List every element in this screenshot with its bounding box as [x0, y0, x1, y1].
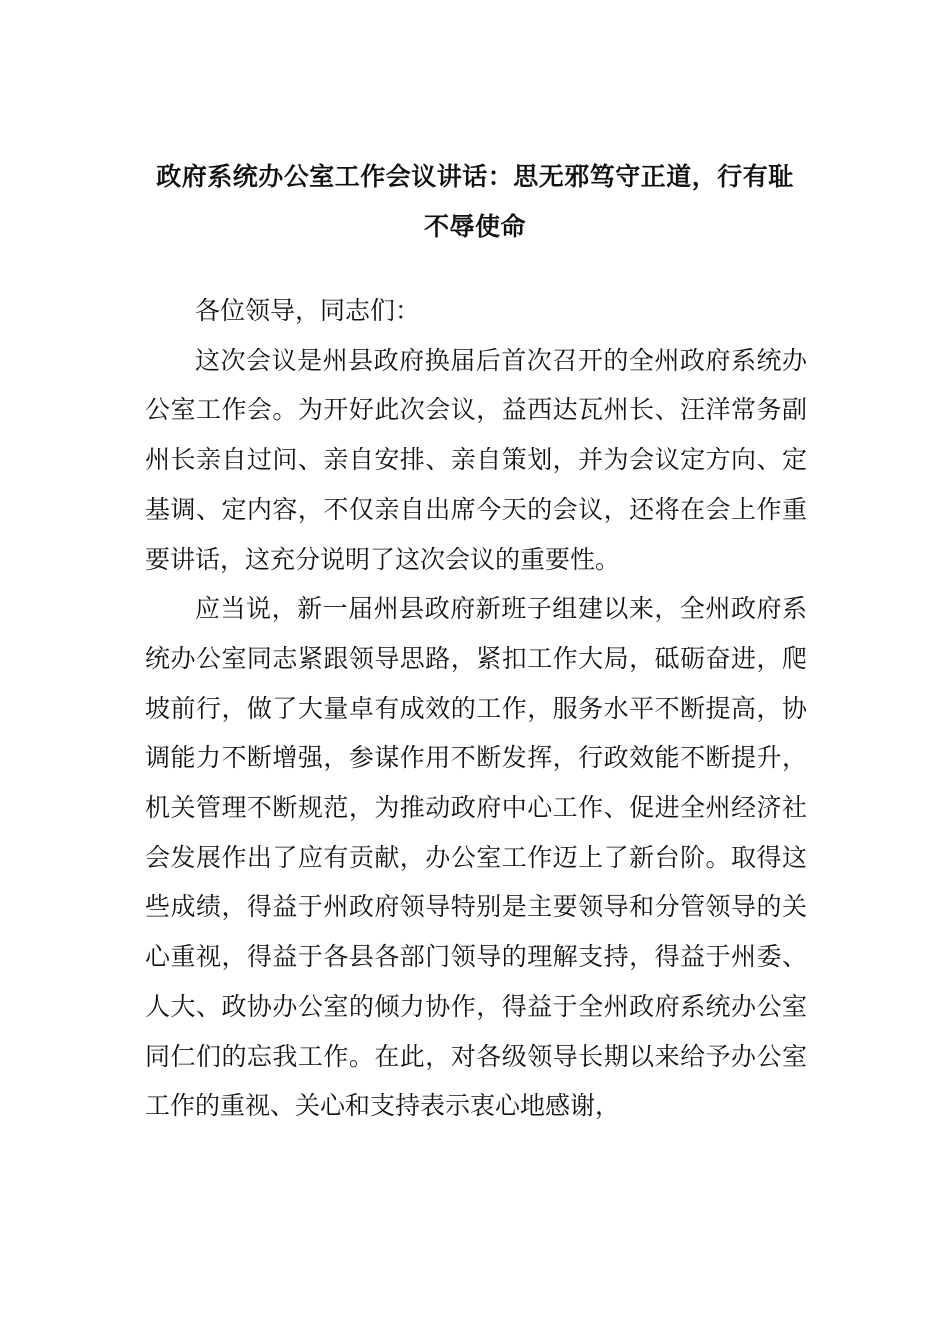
body-paragraph: 应当说，新一届州县政府新班子组建以来，全州政府系统办公室同志紧跟领导思路，紧扣工作大局，砥砺奋进，爬坡前行，做了大量卓有成效的工作，服务水平不断提高，协调能力不断增强，参谋作用不断发挥，行政效能不断提升，机关管理不断规范，为推动政府中心工作、促进全州经济社会发展作出了应有贡献，办公室工作迈上了新台阶。取得这些成绩，得益于州政府领导特别是主要领导和分管领导的关心重视，得益于各县各部门领导的理解支持，得益于州委、人大、政协办公室的倾力协作，得益于全州政府系统办公室同仁们的忘我工作。在此，对各级领导长期以来给予办公室工作的重视、关心和支持表示衷心地感谢，: [145, 594, 807, 1121]
document-title: 政府系统办公室工作会议讲话：思无邪笃守正道，行有耻不辱使命: [156, 162, 794, 241]
document-body: [145, 286, 807, 1131]
body-paragraph: 这次会议是州县政府换届后首次召开的全州政府系统办公室工作会。为开好此次会议，益西达瓦州长、汪洋常务副州长亲自过问、亲自安排、亲自策划，并为会议定方向、定基调、定内容，不仅亲自出席今天的会议，还将在会上作重要讲话，这充分说明了这次会议的重要性。: [145, 345, 807, 574]
salutation-paragraph: 各位领导，同志们：: [195, 296, 421, 325]
